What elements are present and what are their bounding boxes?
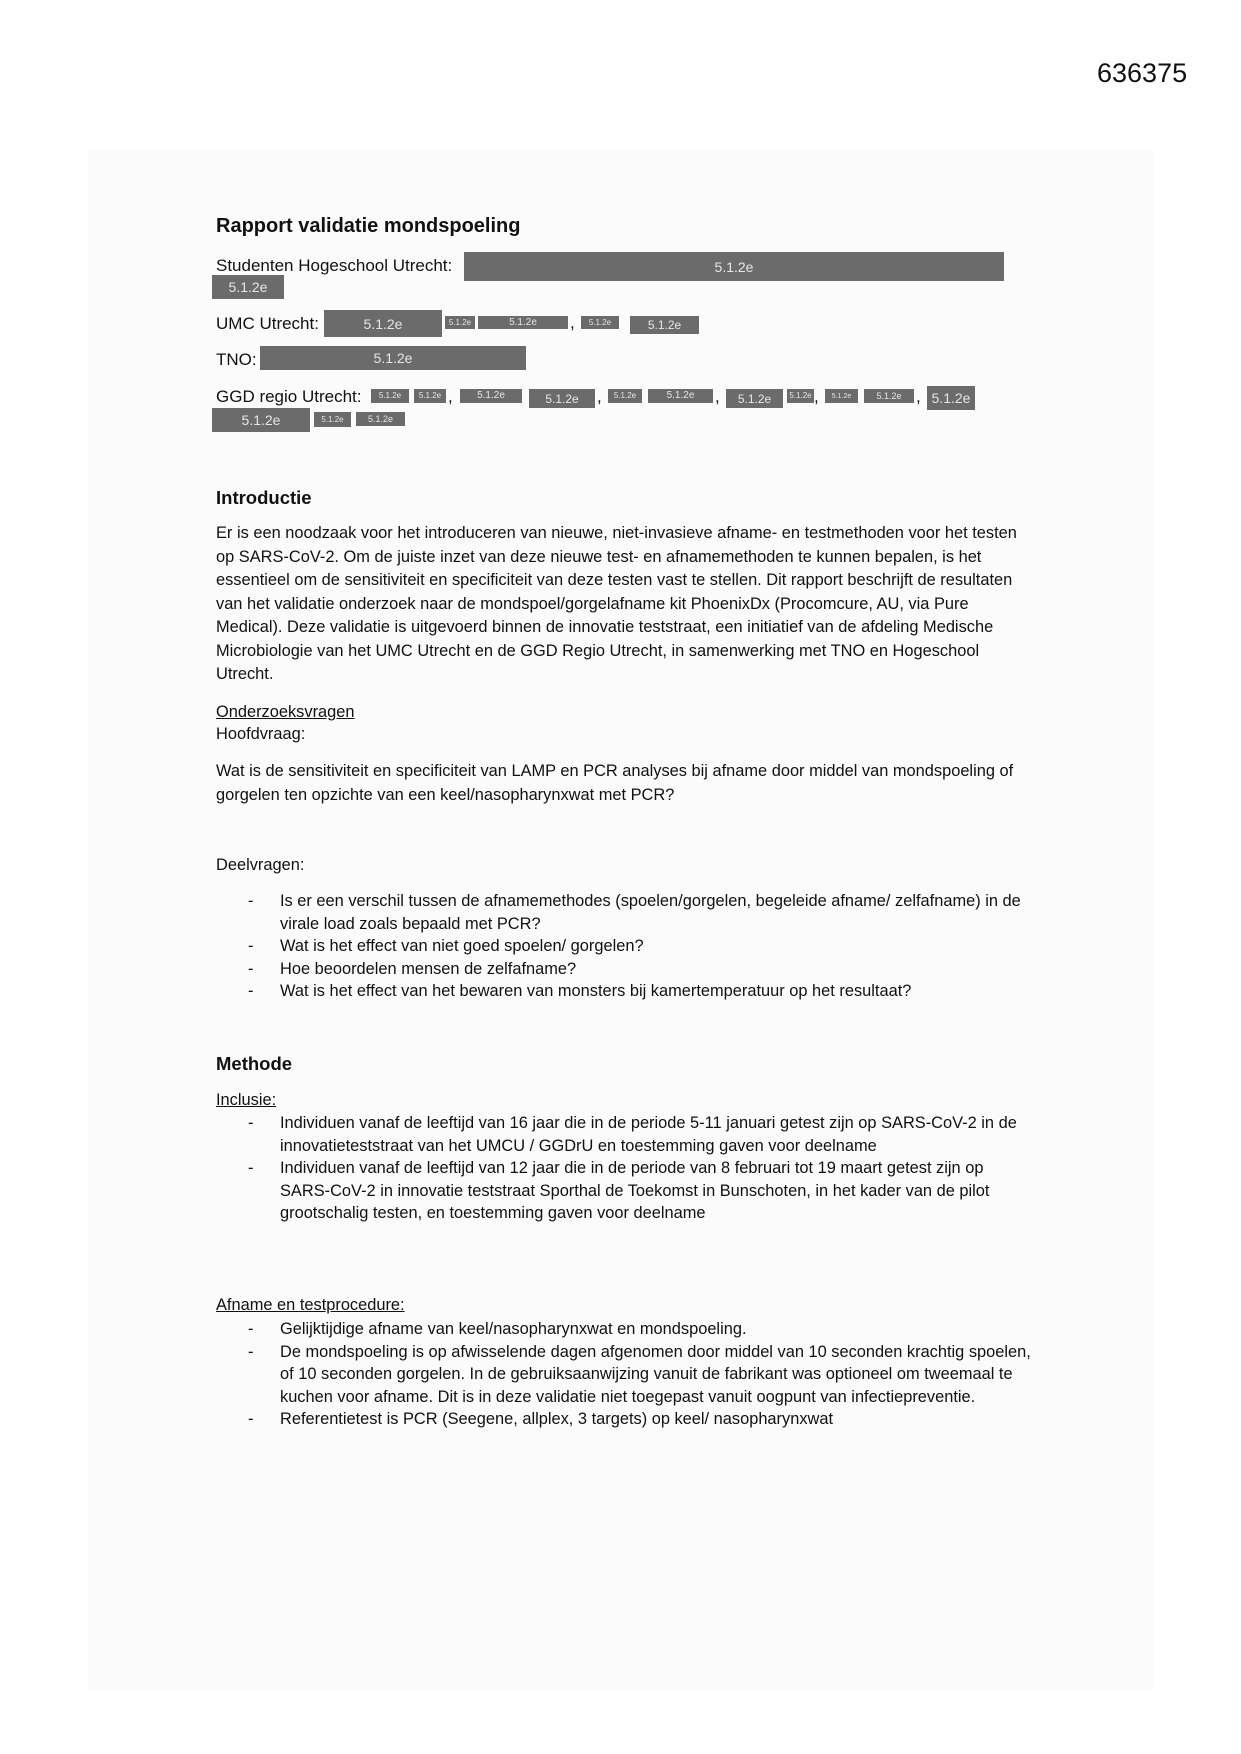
label-deelvragen: Deelvragen: [216, 856, 305, 874]
section-heading-introductie: Introductie [216, 487, 312, 508]
redaction-block: 5.1.2e [260, 346, 526, 370]
affiliation-umc-label: UMC Utrecht: [216, 314, 319, 333]
redaction-block: 5.1.2e [212, 275, 284, 299]
redaction-block: 5.1.2e [608, 389, 642, 403]
separator-comma: , [448, 387, 453, 406]
document-number: 636375 [1097, 58, 1188, 88]
section-heading-methode: Methode [216, 1053, 293, 1074]
deelvragen-list [216, 890, 1036, 1003]
document-title: Rapport validatie mondspoeling [216, 215, 521, 237]
redaction-block: 5.1.2e [324, 310, 442, 337]
redaction-block: 5.1.2e [927, 386, 975, 410]
redaction-block: 5.1.2e [787, 389, 814, 403]
redaction-block: 5.1.2e [630, 316, 699, 334]
affiliation-ggd-label: GGD regio Utrecht: [216, 387, 362, 406]
inclusie-list [216, 1112, 1036, 1225]
separator-comma: , [597, 387, 602, 406]
list-item: - Gelijktijdige afname van keel/nasopharynxwat en mondspoeling. [248, 1320, 747, 1338]
list-item: - Individuen vanaf de leeftijd van 16 jaar die in de periode 5-11 januari getest zijn op SARS-CoV-2 in de innovatieteststraat van het UMCU / GGDrU en toestemming gaven voor deelname [248, 1114, 1017, 1155]
affiliation-hu-label: Studenten Hogeschool Utrecht: [216, 256, 453, 275]
label-hoofdvraag: Hoofdvraag: [216, 725, 306, 743]
separator-comma: , [916, 387, 921, 406]
redaction-block: 5.1.2e [529, 389, 595, 408]
redaction-block: 5.1.2e [726, 389, 783, 408]
redaction-block: 5.1.2e [464, 252, 1004, 281]
subheading-afname: Afname en testprocedure: [216, 1296, 405, 1314]
list-item: - Individuen vanaf de leeftijd van 12 jaar die in de periode van 8 februari tot 19 maart getest zijn op SARS-CoV-2 in innovatie teststraat Sporthal de Toekomst in Bunschoten, in het kader van de pilot grootschalig testen, en toestemming gaven voor deelname [248, 1159, 990, 1222]
afname-list [216, 1318, 1036, 1431]
redaction-block: 5.1.2e [445, 316, 475, 329]
redaction-block: 5.1.2e [356, 412, 405, 426]
list-item: - Wat is het effect van het bewaren van monsters bij kamertemperatuur op het resultaat? [248, 982, 912, 1000]
redaction-block: 5.1.2e [314, 412, 351, 427]
list-item: - Wat is het effect van niet goed spoelen/ gorgelen? [248, 937, 644, 955]
list-item: - De mondspoeling is op afwisselende dagen afgenomen door middel van 10 seconden krachtig spoelen, of 10 seconden gorgelen. In de gebruiksaanwijzing vanuit de fabrikant was optioneel om tweemaal te kuchen voor afname. Dit is in deze validatie niet toegepast vanuit oogpunt van infectiepreventie. [248, 1342, 1031, 1406]
redaction-block: 5.1.2e [212, 408, 310, 432]
redaction-block: 5.1.2e [371, 389, 409, 403]
redaction-block: 5.1.2e [825, 389, 858, 403]
list-item: - Is er een verschil tussen de afnamemethodes (spoelen/gorgelen, begeleide afname/ zelfafname) in de virale load zoals bepaald met PCR? [248, 892, 1021, 933]
hoofdvraag-text: Wat is de sensitiviteit en specificiteit van LAMP en PCR analyses bij afname door middel van mondspoeling of gorgelen ten opzichte van een keel/nasopharynxwat met PCR? [216, 762, 1014, 804]
subheading-inclusie: Inclusie: [216, 1091, 277, 1109]
separator-comma: , [814, 387, 819, 406]
redaction-block: 5.1.2e [581, 316, 619, 329]
redaction-block: 5.1.2e [864, 389, 914, 403]
redaction-block: 5.1.2e [648, 389, 713, 403]
introductie-paragraph: Er is een noodzaak voor het introduceren van nieuwe, niet-invasieve afname- en testmethoden voor het testen op SARS-CoV-2. Om de juiste inzet van deze nieuwe test- en afnamemethoden te kunnen bepalen, is het essentieel om de sensitiviteit en specificiteit van deze testen vast te stellen. Dit rapport beschrijft de resultaten van het validatie onderzoek naar de mondspoel/gorgelafname kit PhoenixDx (Procomcure, AU, via Pure Medical). Deze validatie is uitgevoerd binnen de innovatie teststraat, een initiatief van de afdeling Medische Microbiologie van het UMC Utrecht en de GGD Regio Utrecht, in samenwerking met TNO en Hogeschool Utrecht. [216, 524, 1017, 683]
list-item: - Hoe beoordelen mensen de zelfafname? [248, 959, 577, 978]
redaction-block: 5.1.2e [460, 389, 522, 403]
separator-comma: , [570, 313, 575, 332]
redaction-block: 5.1.2e [414, 389, 446, 403]
affiliation-tno-label: TNO: [216, 350, 257, 369]
subheading-onderzoeksvragen: Onderzoeksvragen [216, 703, 355, 721]
list-item: - Referentietest is PCR (Seegene, allplex, 3 targets) op keel/ nasopharynxwat [248, 1410, 834, 1428]
redaction-block: 5.1.2e [478, 316, 568, 329]
separator-comma: , [715, 387, 720, 406]
